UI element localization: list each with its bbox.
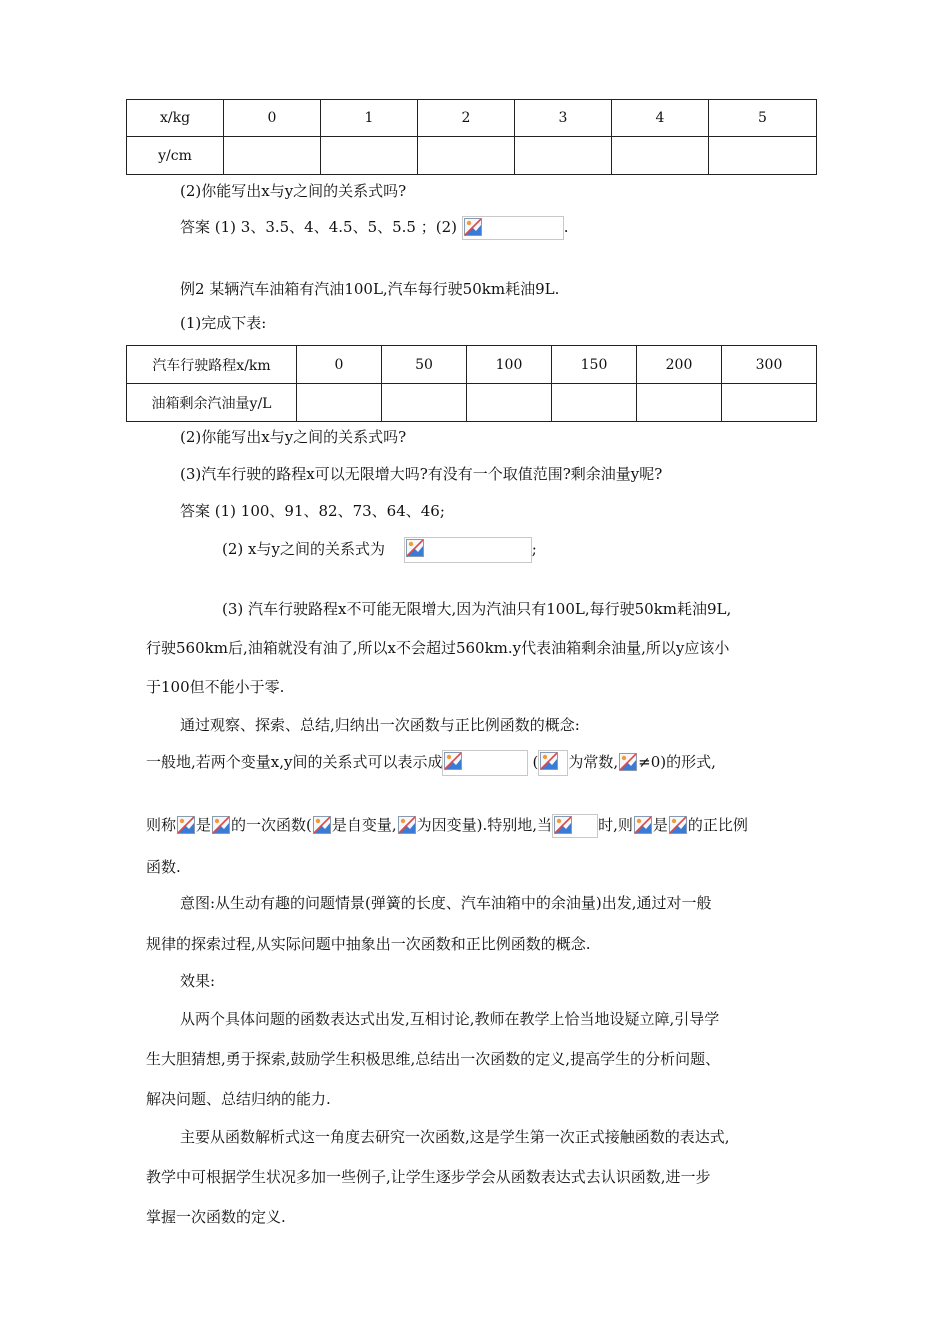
answer-2-part-3-line-3: 于100但不能小于零. bbox=[146, 678, 285, 696]
table-cell bbox=[467, 384, 552, 422]
definition-text: 为常数, bbox=[568, 753, 619, 771]
intent-line-2: 规律的探索过程,从实际问题中抽象出一次函数和正比例函数的概念. bbox=[146, 935, 591, 953]
table-cell: y/cm bbox=[127, 137, 224, 175]
broken-image-icon bbox=[669, 816, 687, 834]
main-line-3: 掌握一次函数的定义. bbox=[146, 1208, 286, 1226]
question-2: (2)你能写出x与y之间的关系式吗? bbox=[180, 182, 407, 200]
definition-text: 一般地,若两个变量x,y间的关系式可以表示成 bbox=[146, 753, 443, 771]
formula-image bbox=[538, 750, 568, 776]
broken-image-icon bbox=[464, 218, 482, 236]
table-cell bbox=[321, 137, 418, 175]
main-line-1: 主要从函数解析式这一角度去研究一次函数,这是学生第一次正式接触函数的表达式, bbox=[180, 1128, 730, 1146]
broken-image-icon bbox=[406, 539, 424, 557]
table-cell: 0 bbox=[224, 100, 321, 137]
definition-text: ≠0)的形式, bbox=[638, 753, 716, 771]
table-cell: 0 bbox=[297, 346, 382, 384]
definition-text: 是自变量, bbox=[331, 816, 397, 834]
answer-2-part-2 bbox=[222, 537, 537, 563]
definition-text: 时,则 bbox=[598, 816, 633, 834]
formula-image bbox=[462, 216, 564, 240]
table-cell: 5 bbox=[709, 100, 817, 137]
broken-image-icon bbox=[313, 816, 331, 834]
spring-data-table bbox=[126, 99, 817, 175]
broken-image-icon bbox=[398, 816, 416, 834]
table-cell: 油箱剩余汽油量y/L bbox=[127, 384, 297, 422]
answer-text: (2) x与y之间的关系式为 bbox=[222, 540, 385, 558]
main-line-2: 教学中可根据学生状况多加一些例子,让学生逐步学会从函数表达式去认识函数,进一步 bbox=[146, 1168, 711, 1186]
table-cell: 1 bbox=[321, 100, 418, 137]
broken-image-icon bbox=[554, 816, 572, 834]
table-header-row bbox=[127, 100, 817, 137]
table-row bbox=[127, 384, 817, 422]
table-cell bbox=[552, 384, 637, 422]
table-cell bbox=[612, 137, 709, 175]
answer-text: 答案 (1) 3、3.5、4、4.5、5、5.5 ；(2) bbox=[180, 218, 457, 236]
table-cell: x/kg bbox=[127, 100, 224, 137]
table-cell: 100 bbox=[467, 346, 552, 384]
formula-image bbox=[312, 815, 332, 837]
summary-line: 通过观察、探索、总结,归纳出一次函数与正比例函数的概念: bbox=[180, 716, 580, 734]
formula-image bbox=[552, 814, 598, 838]
effect-line-1: 从两个具体问题的函数表达式出发,互相讨论,教师在教学上恰当地设疑立障,引导学 bbox=[180, 1010, 720, 1028]
definition-text: 的正比例 bbox=[687, 816, 748, 834]
broken-image-icon bbox=[212, 816, 230, 834]
table-cell bbox=[709, 137, 817, 175]
punctuation: . bbox=[563, 218, 569, 236]
answer-2-part-3-line-1: (3) 汽车行驶路程x不可能无限增大,因为汽油只有100L,每行驶50km耗油9L, bbox=[222, 600, 732, 618]
table-cell: 4 bbox=[612, 100, 709, 137]
table-cell bbox=[515, 137, 612, 175]
definition-line-2 bbox=[146, 814, 748, 838]
broken-image-icon bbox=[619, 753, 637, 771]
formula-image bbox=[633, 815, 653, 837]
answer-2-part-1: 答案 (1) 100、91、82、73、64、46; bbox=[180, 502, 445, 520]
table-cell: 300 bbox=[722, 346, 817, 384]
table-cell bbox=[382, 384, 467, 422]
table-row bbox=[127, 137, 817, 175]
definition-line-3: 函数. bbox=[146, 858, 181, 876]
example-2-title: 例2 某辆汽车油箱有汽油100L,汽车每行驶50km耗油9L. bbox=[180, 280, 560, 298]
example-2-question-1: (1)完成下表: bbox=[180, 314, 267, 332]
table-cell: 150 bbox=[552, 346, 637, 384]
table-cell: 50 bbox=[382, 346, 467, 384]
table-cell: 汽车行驶路程x/km bbox=[127, 346, 297, 384]
effect-line-3: 解决问题、总结归纳的能力. bbox=[146, 1090, 331, 1108]
example-2-question-3: (3)汽车行驶的路程x可以无限增大吗?有没有一个取值范围?剩余油量y呢? bbox=[180, 465, 663, 483]
table-cell bbox=[418, 137, 515, 175]
formula-image bbox=[397, 815, 417, 837]
formula-image bbox=[618, 752, 638, 774]
definition-text: 的一次函数( bbox=[231, 816, 312, 834]
formula-image bbox=[404, 537, 532, 563]
definition-text: 则称 bbox=[146, 816, 177, 834]
table-cell: 200 bbox=[637, 346, 722, 384]
formula-image bbox=[442, 750, 528, 776]
broken-image-icon bbox=[540, 752, 558, 770]
formula-image bbox=[176, 815, 196, 837]
table-cell bbox=[224, 137, 321, 175]
definition-text: 是 bbox=[196, 816, 212, 834]
fuel-data-table bbox=[126, 345, 817, 422]
table-header-row bbox=[127, 346, 817, 384]
effect-label: 效果: bbox=[180, 972, 216, 990]
intent-line-1: 意图:从生动有趣的问题情景(弹簧的长度、汽车油箱中的余油量)出发,通过对一般 bbox=[180, 894, 712, 912]
table-cell bbox=[297, 384, 382, 422]
answer-2-part-3-line-2: 行驶560km后,油箱就没有油了,所以x不会超过560km.y代表油箱剩余油量,所以y应该小 bbox=[146, 639, 730, 657]
definition-text: ( bbox=[532, 753, 539, 771]
broken-image-icon bbox=[177, 816, 195, 834]
broken-image-icon bbox=[444, 752, 462, 770]
broken-image-icon bbox=[634, 816, 652, 834]
formula-image bbox=[668, 815, 688, 837]
answer-1 bbox=[180, 216, 569, 240]
table-cell: 3 bbox=[515, 100, 612, 137]
definition-line-1 bbox=[146, 750, 716, 776]
definition-text: 为因变量).特别地,当 bbox=[416, 816, 553, 834]
effect-line-2: 生大胆猜想,勇于探索,鼓励学生积极思维,总结出一次函数的定义,提高学生的分析问题、 bbox=[146, 1050, 721, 1068]
table-cell bbox=[637, 384, 722, 422]
table-cell: 2 bbox=[418, 100, 515, 137]
punctuation: ; bbox=[531, 540, 537, 558]
example-2-question-2: (2)你能写出x与y之间的关系式吗? bbox=[180, 428, 407, 446]
formula-image bbox=[211, 815, 231, 837]
definition-text: 是 bbox=[652, 816, 668, 834]
table-cell bbox=[722, 384, 817, 422]
